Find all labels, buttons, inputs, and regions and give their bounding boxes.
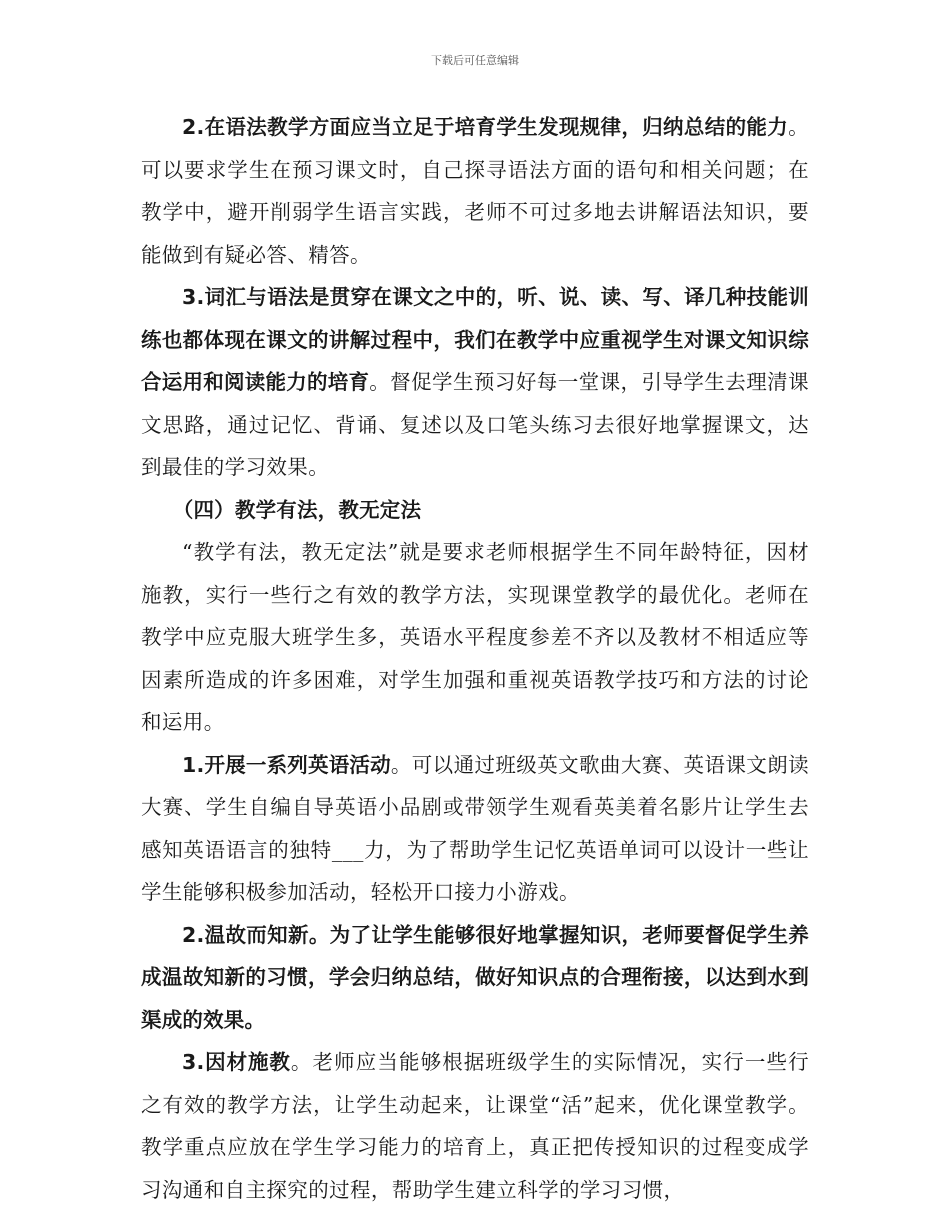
page-header: 下载后可任意编辑 — [431, 54, 519, 67]
paragraph-teaching-method — [141, 531, 809, 744]
paragraph-vocabulary-grammar — [141, 276, 809, 489]
paragraph-bold-lead: 2.在语法教学方面应当立足于培育学生发现规律，归纳总结的能力 — [182, 115, 789, 139]
paragraph-bold-lead: 3.因材施教 — [182, 1050, 291, 1074]
paragraph-bold-lead: 3.词汇与语法是贯穿在课文之中的，听、说、读、写、译几种技能训练也都体现在课文的讲解过程中，我们在教学中应重视学生对课文知识综合运用和阅读能力的培育 — [141, 285, 809, 394]
paragraph-text: 。督促学生预习好每一堂课，引导学生去理清课文思路，通过记忆、背诵、复述以及口笔头练习去很好地掌握课文，达到最佳的学习效果。 — [141, 370, 809, 479]
paragraph-text: 。老师应当能够根据班级学生的实际情况，实行一些行之有效的教学方法，让学生动起来，让课堂“活”起来，优化课堂教学。教学重点应放在学生学习能力的培育上，真正把传授知识的过程变成学习沟通和自主探究的过程，帮助学生建立科学的学习习惯， — [141, 1050, 809, 1202]
paragraph-grammar-teaching — [141, 106, 809, 276]
paragraph-english-activities — [141, 744, 809, 914]
section-heading — [141, 489, 809, 532]
document-body — [141, 106, 809, 1211]
paragraph-text: 。可以通过班级英文歌曲大赛、英语课文朗读大赛、学生自编自导英语小品剧或带领学生观看英美着名影片让学生去感知英语语言的独特___力，为了帮助学生记忆英语单词可以设计一些让学生能够积极参加活动，轻松开口接力小游戏。 — [141, 752, 809, 904]
paragraph-text: “教学有法，教无定法”就是要求老师根据学生不同年龄特征，因材施教，实行一些行之有效的教学方法，实现课堂教学的最优化。老师在教学中应克服大班学生多，英语水平程度参差不齐以及教材不相适应等因素所造成的许多困难，对学生加强和重视英语教学技巧和方法的讨论和运用。 — [141, 540, 809, 734]
section-heading-text: （四）教学有法，教无定法 — [172, 497, 422, 522]
paragraph-review-knowledge — [141, 914, 809, 1042]
paragraph-bold-lead: 2.温故而知新。为了让学生能够很好地掌握知识，老师要督促学生养成温故知新的习惯，学会归纳总结，做好知识点的合理衔接，以达到水到渠成的效果。 — [141, 922, 809, 1032]
paragraph-text: 。可以要求学生在预习课文时，自己探寻语法方面的语句和相关问题；在教学中，避开削弱学生语言实践，老师不可过多地去讲解语法知识，要能做到有疑必答、精答。 — [141, 115, 809, 267]
paragraph-individualized-teaching — [141, 1041, 809, 1211]
paragraph-bold-lead: 1.开展一系列英语活动 — [182, 752, 391, 777]
